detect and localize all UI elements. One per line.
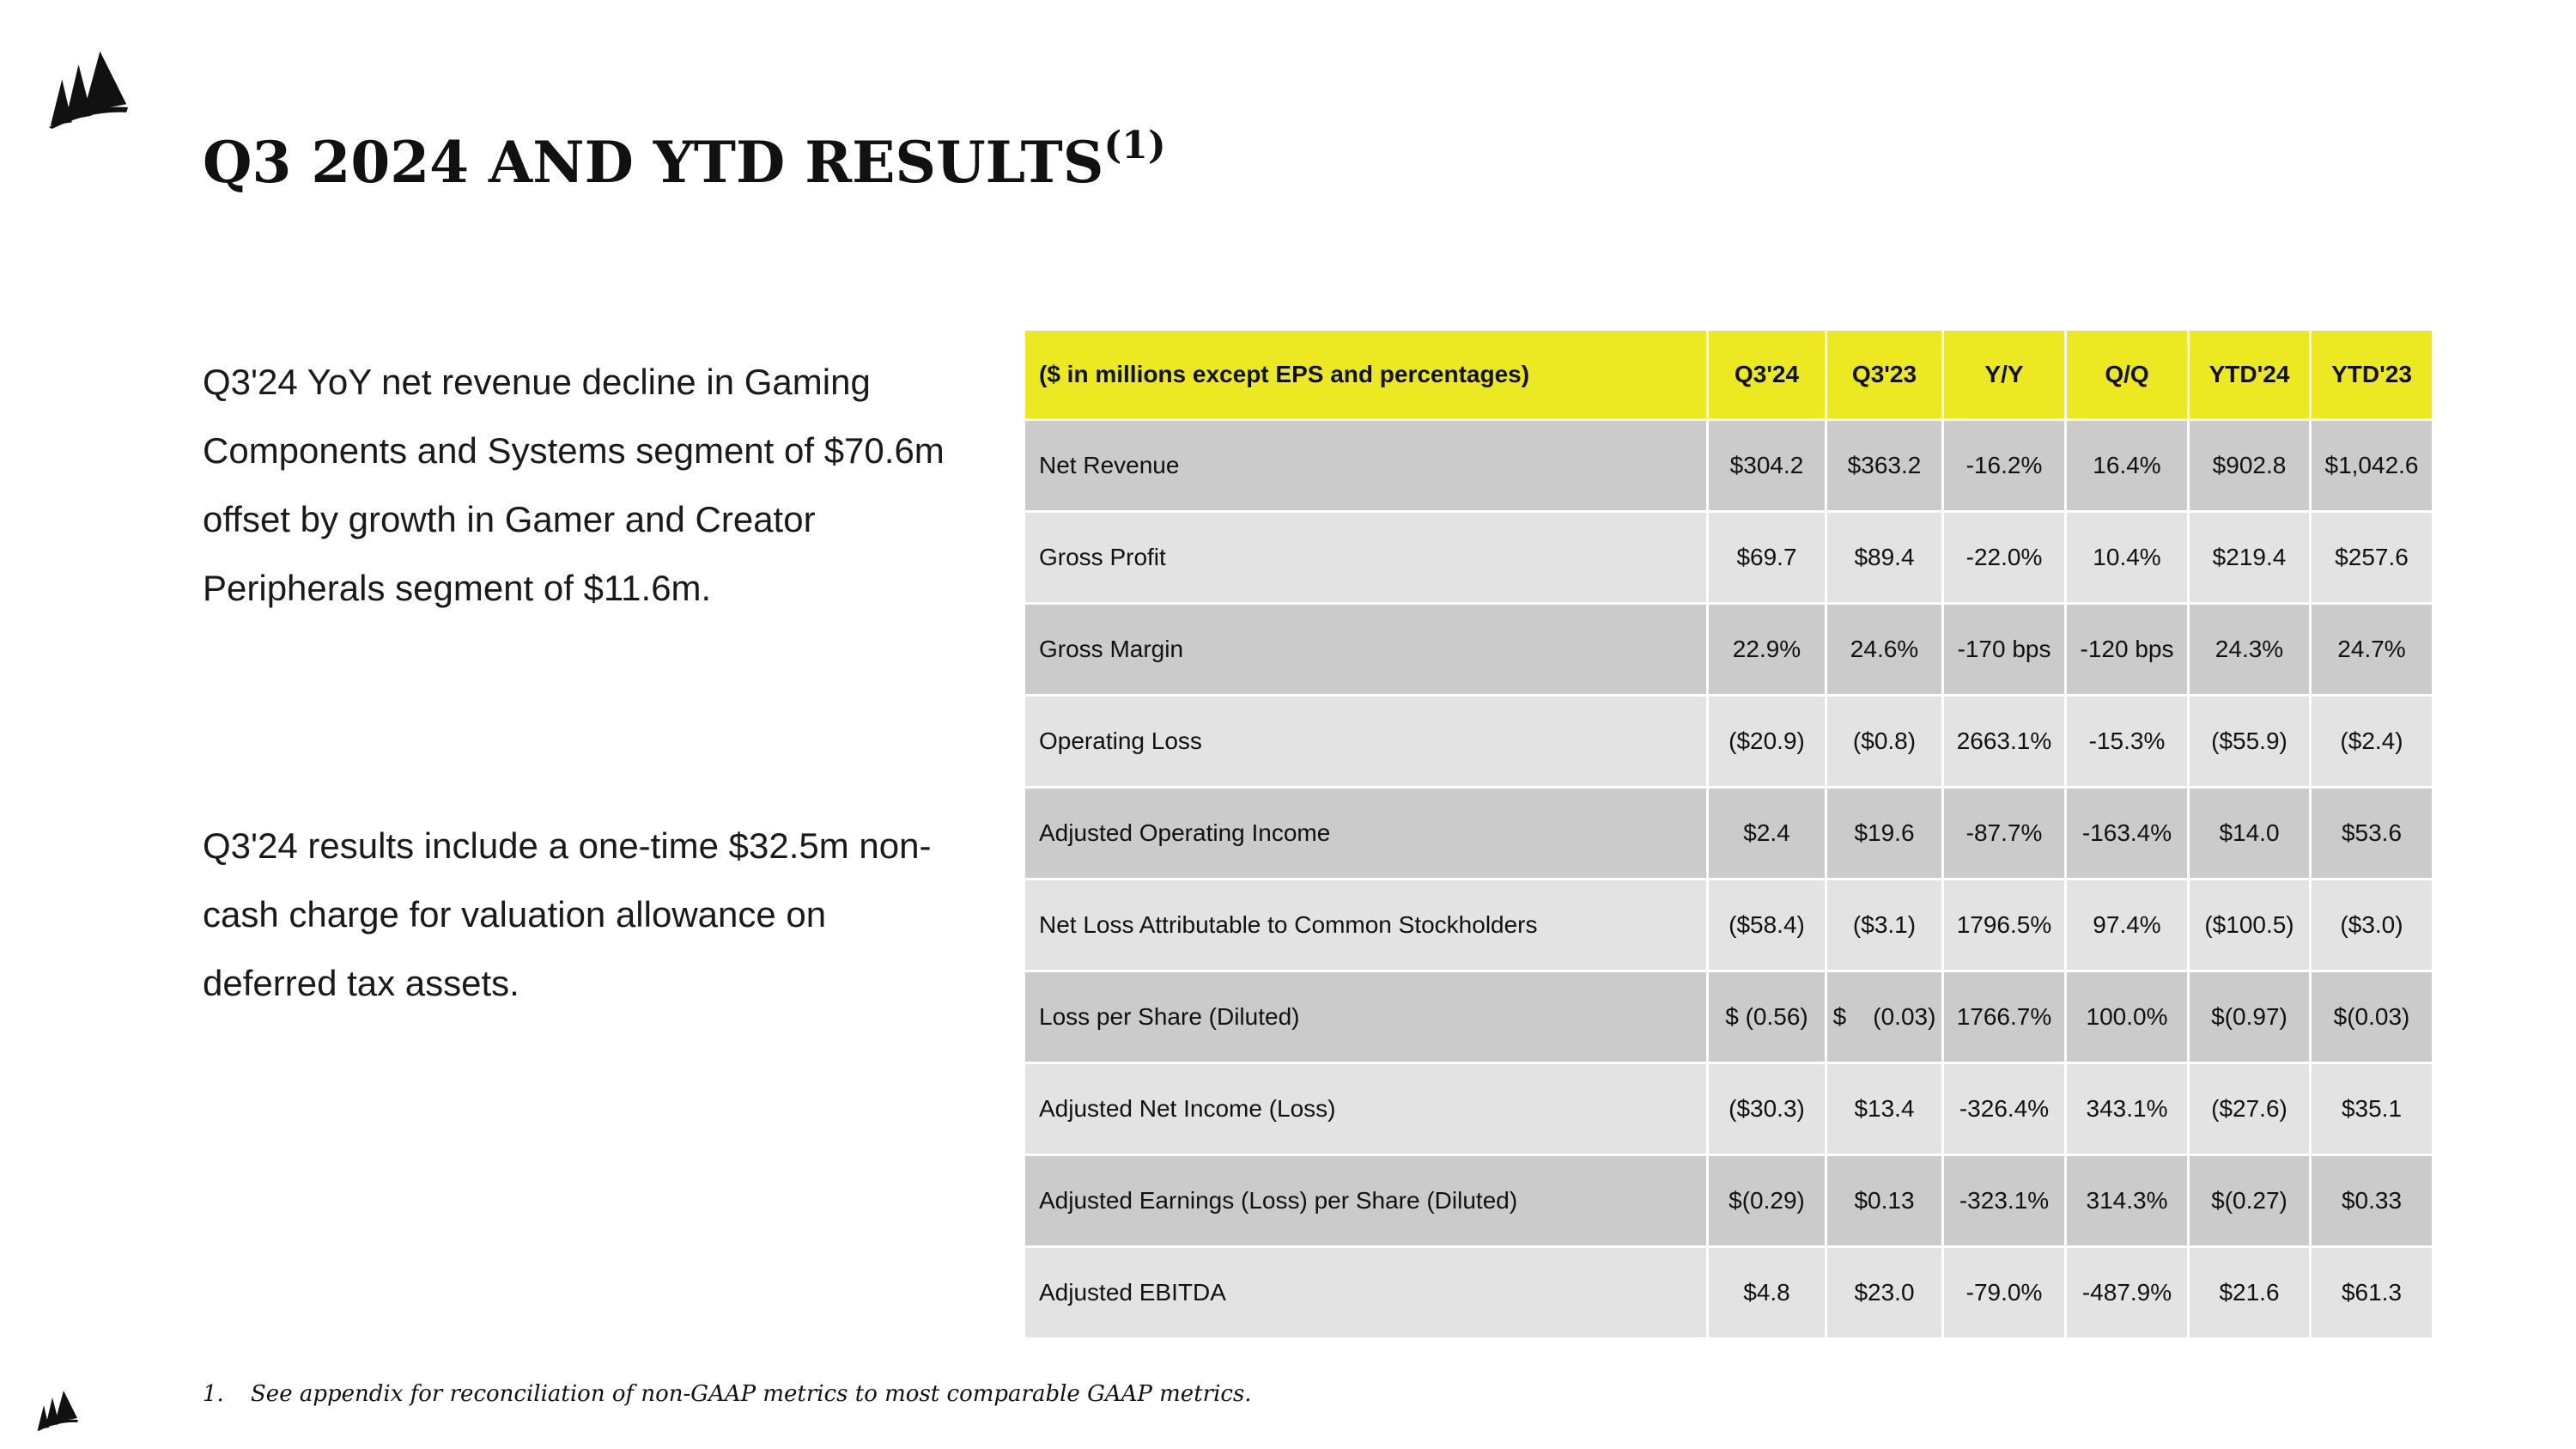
- table-body: [1024, 420, 2433, 1339]
- value-cell: ($55.9): [2189, 696, 2311, 788]
- value-cell: $1,042.6: [2311, 420, 2433, 512]
- row-label-cell: Adjusted Earnings (Loss) per Share (Diluted): [1024, 1155, 1708, 1247]
- value-cell: ($3.1): [1826, 880, 1943, 971]
- value-cell: $0.13: [1826, 1155, 1943, 1247]
- value-cell: 343.1%: [2066, 1063, 2189, 1155]
- value-cell: $2.4: [1708, 788, 1826, 880]
- table-row: [1024, 696, 2433, 788]
- row-label-cell: Operating Loss: [1024, 696, 1708, 788]
- value-cell: ($100.5): [2189, 880, 2311, 971]
- value-cell: 1796.5%: [1943, 880, 2066, 971]
- value-cell: $219.4: [2189, 512, 2311, 604]
- value-cell: ($0.8): [1826, 696, 1943, 788]
- value-cell: $257.6: [2311, 512, 2433, 604]
- footnote: [203, 1381, 1252, 1407]
- value-cell: 314.3%: [2066, 1155, 2189, 1247]
- value-cell: -79.0%: [1943, 1247, 2066, 1339]
- sails-logo-icon: [46, 46, 131, 129]
- table-row: [1024, 604, 2433, 696]
- row-label-cell: Gross Margin: [1024, 604, 1708, 696]
- value-cell: $(0.27): [2189, 1155, 2311, 1247]
- value-cell: $14.0: [2189, 788, 2311, 880]
- table-header-cell: ($ in millions except EPS and percentages): [1024, 330, 1708, 420]
- results-table: [1023, 328, 2434, 1340]
- value-cell: $19.6: [1826, 788, 1943, 880]
- value-cell: $61.3: [2311, 1247, 2433, 1339]
- table-header-cell: Q/Q: [2066, 330, 2189, 420]
- table-header-cell: Y/Y: [1943, 330, 2066, 420]
- value-cell: $35.1: [2311, 1063, 2433, 1155]
- value-cell: $363.2: [1826, 420, 1943, 512]
- value-cell: $13.4: [1826, 1063, 1943, 1155]
- value-cell: $21.6: [2189, 1247, 2311, 1339]
- table-row: [1024, 512, 2433, 604]
- table-header-cell: Q3'24: [1708, 330, 1826, 420]
- value-cell: -323.1%: [1943, 1155, 2066, 1247]
- value-cell: $(0.03): [2311, 971, 2433, 1063]
- row-label-cell: Net Loss Attributable to Common Stockholders: [1024, 880, 1708, 971]
- table-header-row: [1024, 330, 2433, 420]
- value-cell: $0.33: [2311, 1155, 2433, 1247]
- value-cell: $(0.97): [2189, 971, 2311, 1063]
- value-cell: ($30.3): [1708, 1063, 1826, 1155]
- value-cell: $ (0.03): [1826, 971, 1943, 1063]
- table-header-cell: YTD'24: [2189, 330, 2311, 420]
- footnote-number: 1.: [203, 1381, 224, 1407]
- table-row: [1024, 880, 2433, 971]
- table-header-cell: Q3'23: [1826, 330, 1943, 420]
- table-row: [1024, 1155, 2433, 1247]
- value-cell: $4.8: [1708, 1247, 1826, 1339]
- value-cell: ($2.4): [2311, 696, 2433, 788]
- value-cell: $69.7: [1708, 512, 1826, 604]
- value-cell: $23.0: [1826, 1247, 1943, 1339]
- table-row: [1024, 788, 2433, 880]
- table-row: [1024, 971, 2433, 1063]
- value-cell: ($58.4): [1708, 880, 1826, 971]
- table-row: [1024, 420, 2433, 512]
- page-title: [203, 124, 1166, 196]
- value-cell: $304.2: [1708, 420, 1826, 512]
- value-cell: $902.8: [2189, 420, 2311, 512]
- table-row: [1024, 1247, 2433, 1339]
- footnote-text: See appendix for reconciliation of non-GAAP metrics to most comparable GAAP metrics.: [251, 1381, 1252, 1407]
- value-cell: -170 bps: [1943, 604, 2066, 696]
- title-footnote-marker: (1): [1103, 124, 1166, 167]
- value-cell: 10.4%: [2066, 512, 2189, 604]
- value-cell: $(0.29): [1708, 1155, 1826, 1247]
- value-cell: -326.4%: [1943, 1063, 2066, 1155]
- value-cell: ($20.9): [1708, 696, 1826, 788]
- value-cell: -163.4%: [2066, 788, 2189, 880]
- row-label-cell: Adjusted Net Income (Loss): [1024, 1063, 1708, 1155]
- row-label-cell: Adjusted EBITDA: [1024, 1247, 1708, 1339]
- table-header-cell: YTD'23: [2311, 330, 2433, 420]
- value-cell: 24.7%: [2311, 604, 2433, 696]
- row-label-cell: Loss per Share (Diluted): [1024, 971, 1708, 1063]
- value-cell: -87.7%: [1943, 788, 2066, 880]
- value-cell: 22.9%: [1708, 604, 1826, 696]
- value-cell: $53.6: [2311, 788, 2433, 880]
- tax-charge-commentary: Q3'24 results include a one-time $32.5m non-cash charge for valuation allowance on deferred tax assets.: [203, 825, 932, 1003]
- revenue-commentary: Q3'24 YoY net revenue decline in Gaming Components and Systems segment of $70.6m offset by growth in Gamer and Creator Peripherals segment of $11.6m.: [203, 362, 945, 608]
- value-cell: -487.9%: [2066, 1247, 2189, 1339]
- row-label-cell: Net Revenue: [1024, 420, 1708, 512]
- value-cell: -120 bps: [2066, 604, 2189, 696]
- value-cell: ($3.0): [2311, 880, 2433, 971]
- page-title-text: Q3 2024 AND YTD RESULTS: [203, 129, 1104, 196]
- value-cell: ($27.6): [2189, 1063, 2311, 1155]
- value-cell: -16.2%: [1943, 420, 2066, 512]
- value-cell: 24.6%: [1826, 604, 1943, 696]
- sails-logo-small-icon: [34, 1388, 81, 1431]
- value-cell: 2663.1%: [1943, 696, 2066, 788]
- value-cell: $ (0.56): [1708, 971, 1826, 1063]
- row-label-cell: Gross Profit: [1024, 512, 1708, 604]
- value-cell: -15.3%: [2066, 696, 2189, 788]
- value-cell: $89.4: [1826, 512, 1943, 604]
- value-cell: -22.0%: [1943, 512, 2066, 604]
- value-cell: 24.3%: [2189, 604, 2311, 696]
- value-cell: 100.0%: [2066, 971, 2189, 1063]
- value-cell: 1766.7%: [1943, 971, 2066, 1063]
- table-row: [1024, 1063, 2433, 1155]
- value-cell: 97.4%: [2066, 880, 2189, 971]
- value-cell: 16.4%: [2066, 420, 2189, 512]
- row-label-cell: Adjusted Operating Income: [1024, 788, 1708, 880]
